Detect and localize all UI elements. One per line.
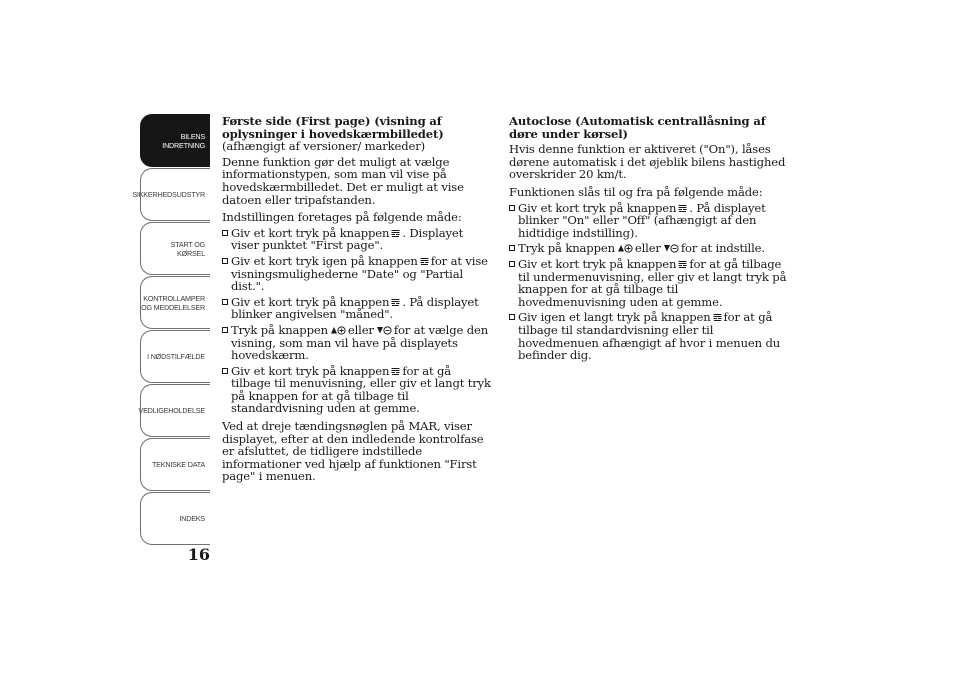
checkbox-bullet-icon [509,205,515,211]
menu-esc-icon [713,313,722,322]
list-item: Giv et kort tryk på knappen for at gå tilbage til menuvisning, eller giv et langt tryk på knappen for at gå tilbage til standardvisning uden at gemme. [222,365,494,415]
down-minus-icon [663,243,679,253]
instruction-list [509,202,789,362]
up-plus-icon [330,325,346,335]
heading-note: (afhængigt af versioner/ markeder) [222,139,425,154]
section-heading: Autoclose (Automatisk centrallåsning af døre under kørsel) [509,114,766,141]
down-minus-icon [376,325,392,335]
tab-start-og-korsel[interactable] [140,222,210,275]
checkbox-bullet-icon [222,327,228,333]
menu-esc-icon [391,367,400,376]
checkbox-bullet-icon [222,258,228,264]
paragraph: Hvis denne funktion er aktiveret ("On"), låses dørene automatisk i det øjeblik bilens hastighed overskrider 20 km/t. [509,142,786,182]
tab-indeks[interactable] [140,492,210,545]
menu-esc-icon [391,229,400,238]
tab-label: BILENS INDRETNING [162,131,205,150]
tab-tekniske-data[interactable] [140,438,210,491]
instruction-list [222,227,494,415]
checkbox-bullet-icon [509,261,515,267]
menu-esc-icon [678,204,687,213]
tab-label: TEKNISKE DATA [151,460,205,469]
tab-bilens-indretning[interactable] [140,114,210,167]
checkbox-bullet-icon [509,245,515,251]
list-item: Giv et kort tryk på knappen . Displayet viser punktet "First page". [222,227,494,252]
tab-label: SIKKERHEDSUDSTYR [132,190,205,199]
checkbox-bullet-icon [222,299,228,305]
up-plus-icon [617,243,633,253]
paragraph: Funktionen slås til og fra på følgende måde: [509,184,763,199]
page-number: 16 [187,545,210,564]
menu-esc-icon [678,260,687,269]
tab-label: KONTROLLAMPER OG MEDDELELSER [141,293,205,312]
menu-esc-icon [420,257,429,266]
list-item: Giv et kort tryk igen på knappen for at vise visningsmulighederne "Date" og "Partial dist.". [222,255,494,293]
tab-kontrollamper[interactable] [140,276,210,329]
first-page-section [222,115,494,483]
list-item: Giv et kort tryk på knappen . På displayet blinker angivelsen "måned". [222,296,494,321]
tab-sikkerhedsudstyr[interactable] [132,168,210,221]
paragraph: Denne funktion gør det muligt at vælge informationstypen, som man vil vise på hovedskærmbilledet. Det er muligt at vise datoen eller tripafstanden. [222,154,464,207]
paragraph: Indstillingen foretages på følgende måde: [222,210,462,225]
section-heading [222,115,494,153]
tab-label: I NØDSTILFÆLDE [147,352,205,361]
heading-title: Første side (First page) (visning af oplysninger i hovedskærmbilledet) [222,114,444,141]
autoclose-section [509,115,789,365]
checkbox-bullet-icon [509,314,515,320]
tab-label: VEDLIGEHOLDELSE [138,406,205,415]
checkbox-bullet-icon [222,368,228,374]
menu-esc-icon [391,298,400,307]
tab-label: INDEKS [179,514,205,523]
list-item: Giv igen et langt tryk på knappen for at gå tilbage til standardvisning eller til hovedmenuen afhængigt af hvor i menuen du befinder dig. [509,311,789,361]
chapter-tabs [132,114,210,546]
list-item: Tryk på knappen eller for at indstille. [509,242,789,255]
paragraph: Ved at dreje tændingsnøglen på MAR, viser displayet, efter at den indledende kontrolfase er afsluttet, de tidligere indstillede informationer ved hjælp af funktionen "First page" i menuen. [222,419,484,484]
tab-i-nodstilfaelde[interactable] [140,330,210,383]
checkbox-bullet-icon [222,230,228,236]
tab-label: START OG KØRSEL [170,239,205,258]
list-item: Giv et kort tryk på knappen . På displayet blinker "On" eller "Off" (afhængigt af den hidtidige indstilling). [509,202,789,240]
list-item: Giv et kort tryk på knappen for at gå tilbage til undermenuvisning, eller giv et langt tryk på knappen for at gå tilbage til hovedmenuvisning uden at gemme. [509,258,789,308]
list-item: Tryk på knappen eller for at vælge den visning, som man vil have på displayets hovedskærm. [222,324,494,362]
tab-vedligeholdelse[interactable] [140,384,210,437]
